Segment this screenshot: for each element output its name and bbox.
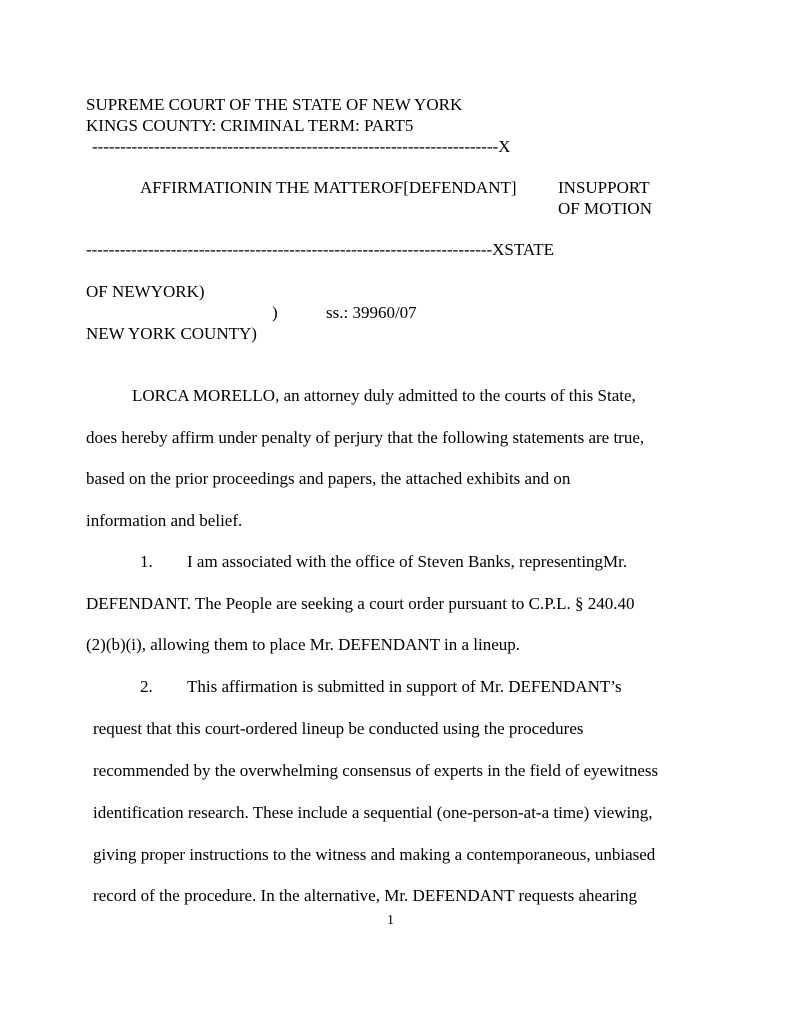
caption-title: AFFIRMATIONIN THE MATTEROF[DEFENDANT] — [140, 178, 517, 197]
caption-side-line2: OF MOTION — [558, 199, 652, 218]
paragraph-line: (2)(b)(i), allowing them to place Mr. DEFENDANT in a lineup. — [86, 635, 521, 654]
paragraph-number: 2. — [140, 677, 153, 696]
venue-county-line: NEW YORK COUNTY) — [86, 324, 257, 343]
intro-line: LORCA MORELLO, an attorney duly admitted to the courts of this State, — [132, 386, 636, 405]
court-name-line: SUPREME COURT OF THE STATE OF NEW YORK — [86, 95, 463, 114]
venue-paren: ) — [272, 303, 278, 322]
paragraph-line: I am associated with the office of Steven Banks, representingMr. — [187, 552, 628, 571]
paragraph-number: 1. — [140, 552, 153, 571]
venue-ss-index: ss.: 39960/07 — [326, 303, 417, 322]
page-number: 1 — [387, 913, 394, 928]
venue-state-line: OF NEWYORK) — [86, 282, 205, 301]
paragraph-line: request that this court-ordered lineup be conducted using the procedures — [93, 719, 584, 738]
intro-line: information and belief. — [86, 511, 243, 530]
paragraph-line: record of the procedure. In the alternative, Mr. DEFENDANT requests ahearing — [93, 886, 637, 905]
caption-separator-top: ------------------------------------------------------------------------X — [92, 137, 511, 156]
paragraph-line: identification research. These include a sequential (one-person-at-a time) viewing, — [93, 803, 653, 822]
intro-line: based on the prior proceedings and papers, the attached exhibits and on — [86, 469, 571, 488]
paragraph-line: giving proper instructions to the witness and making a contemporaneous, unbiased — [93, 845, 656, 864]
paragraph-line: recommended by the overwhelming consensus of experts in the field of eyewitness — [93, 761, 659, 780]
paragraph-line: This affirmation is submitted in support of Mr. DEFENDANT’s — [187, 677, 622, 696]
intro-line: does hereby affirm under penalty of perjury that the following statements are true, — [86, 428, 645, 447]
paragraph-line: DEFENDANT. The People are seeking a court order pursuant to C.P.L. § 240.40 — [86, 594, 635, 613]
caption-separator-bottom: ------------------------------------------------------------------------XSTATE — [86, 240, 554, 259]
court-part-line: KINGS COUNTY: CRIMINAL TERM: PART5 — [86, 116, 414, 135]
caption-side-line1: INSUPPORT — [558, 178, 650, 197]
